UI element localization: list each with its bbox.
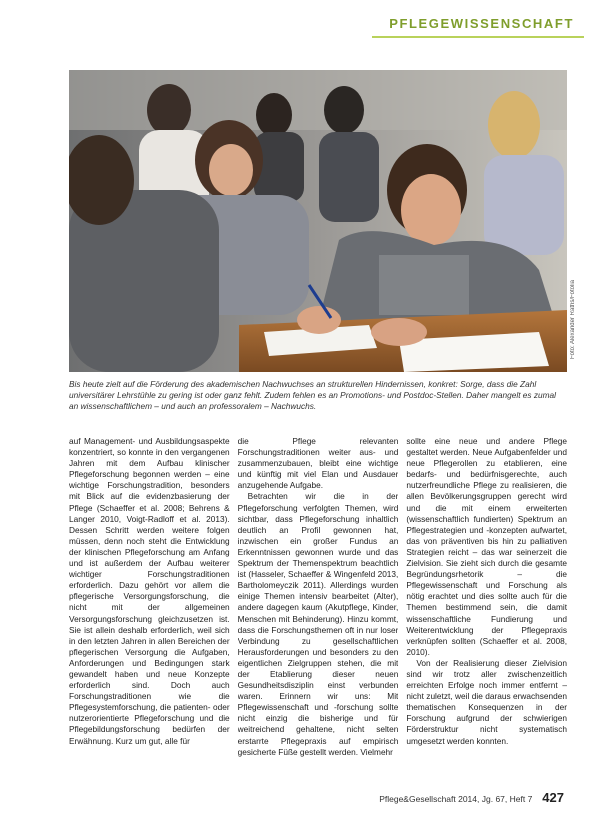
photo-caption: Bis heute zielt auf die Förderung des akademischen Nachwuchses an strukturellen Hindernissen, konkret: Sorge, dass die Zahl universitärer Lehrstühle zu gering ist oder ganz fehlt. Zudem fehlen es an Promotions- und Postdoc-Stellen. Daher mangelt es zumal an wissenschaftlichem – und auch an professoralem – Nachwuchs. bbox=[69, 379, 557, 411]
page-footer bbox=[379, 790, 564, 805]
article-body bbox=[69, 436, 567, 774]
journal-reference: Pflege&Gesellschaft 2014, Jg. 67, Heft 7 bbox=[379, 794, 533, 804]
classroom-photo bbox=[69, 70, 567, 372]
paragraph: sollte eine neue und andere Pflege gestaltet werden. Neue Aufgabenfelder und neue Pflegerollen zu etablieren, eine bedarfs- und bedürfnisgerechte, auch nutzerfreundliche Pflege zu realisieren, die allen Bevölkerungsgruppen gerecht wird und die mit einem erweiterten (wissenschaftlich fundierten) Spektrum an Pflegestrategien und -konzepten aufwartet, das von präventiven bis hin zu palliativen Strategien reicht – das war seinerzeit die Zielvision. Sie zieht sich durch die gesamte Begründungsrhetorik – die Pflegewissenschaft und Forschung als nötig erachtet und dies sollte auch für die Themen bestimmend sein, die damit wissenschaftliche Fundierung und Weiterentwicklung der Pflegepraxis verknüpfen sollten (Schaeffer et al. 2008, 2010). bbox=[406, 436, 568, 657]
photo-credit: Foto: Alexander Raths/Fotolia bbox=[570, 280, 576, 360]
paragraph: Von der Realisierung dieser Zielvision sind wir trotz aller zwischenzeitlich erreichten Erfolge noch immer entfernt – nicht zuletzt, weil die daraus erwachsenden thematischen Konsequenzen in der Forschung aufgrund der schwierigen Förderstruktur nicht systematisch umgesetzt werden konnten. bbox=[406, 657, 568, 746]
paragraph: die Pflege relevanten Forschungstraditionen weiter aus- und zusammenzubauen, bleibt eine wichtige und künftig mit viel Elan und Ausdauer anzugehende Aufgabe. bbox=[237, 436, 399, 491]
section-header bbox=[372, 14, 584, 38]
paragraph: Betrachten wir die in der Pflegeforschung verfolgten Themen, wird sichtbar, dass Pflegeforschung inhaltlich deutlich an Profil gewonnen hat, inzwischen ein großer Fundus an Erkenntnissen gewonnen wurde und das Spektrum der Themenspektrum beachtlich ist (Hasseler, Schaeffer & Wingenfeld 2013, Bartholomeyczik 2011). Allerdings wurden einige Themen intensiv bearbeitet (Alter), andere dagegen kaum (Akutpflege, Kinder, Menschen mit Behinderung). Hinzu kommt, dass die Forschungsthemen oft in nur loser Verbindung zu gesellschaftlichen Herausforderungen und besonders zu den eigentlichen Zielgruppen stehen, die mit der Etablierung dieser neuen Gesundheitsdisziplin einst verbunden waren. Erinnern wir uns: Mit Pflegewissenschaft und -forschung sollte nicht einzig die bisherige und für weitreichend gehaltene, nicht selten erstarrte Pflegepraxis auf empirisch gesicherte Füße gestellt werden. Vielmehr bbox=[237, 491, 399, 757]
text-column-2 bbox=[238, 436, 399, 774]
text-column-3 bbox=[406, 436, 567, 774]
text-column-1 bbox=[69, 436, 230, 774]
section-label: PFLEGEWISSENSCHAFT bbox=[389, 16, 574, 31]
page-number: 427 bbox=[542, 790, 564, 805]
paragraph: auf Management- und Ausbildungsaspekte konzentriert, so konnte in den vergangenen Jahren mit dem Aufbau klinischer Pflegeforschung begonnen werden – eine wichtige Forschungstradition, besonders mit Blick auf die evidenzbasierung der Pflege (Schaeffer et al. 2008; Behrens & Langer 2010, Voigt-Radloff et al. 2013). Dessen Schritt werden weitere folgen müssen, denn noch steht die Entwicklung der klinischen Pflegeforschung am Anfang und ist außerdem der Aufbau weiterer wichtiger Forschungstraditionen erforderlich. Dazu gehört vor allem die pflegerische Versorgungsforschung, die nicht mit der allgemeinen Versorgungsforschung gleichzusetzen ist. Sie ist allein deshalb erforderlich, weil sich in den letzten Jahren in allen Bereichen der pflegerischen Versorgung die Aufgaben, Anforderungen und Bedingungen stark gewandelt haben und neue Konzepte erforderlich sind. Doch auch Forschungstraditionen wie die Pflegesystemforschung, die patienten- oder nutzerorientierte Pflegeforschung und die Pflegebildungsforschung bedürfen der Erwähnung. Kurz um gut, alle für bbox=[69, 436, 230, 746]
